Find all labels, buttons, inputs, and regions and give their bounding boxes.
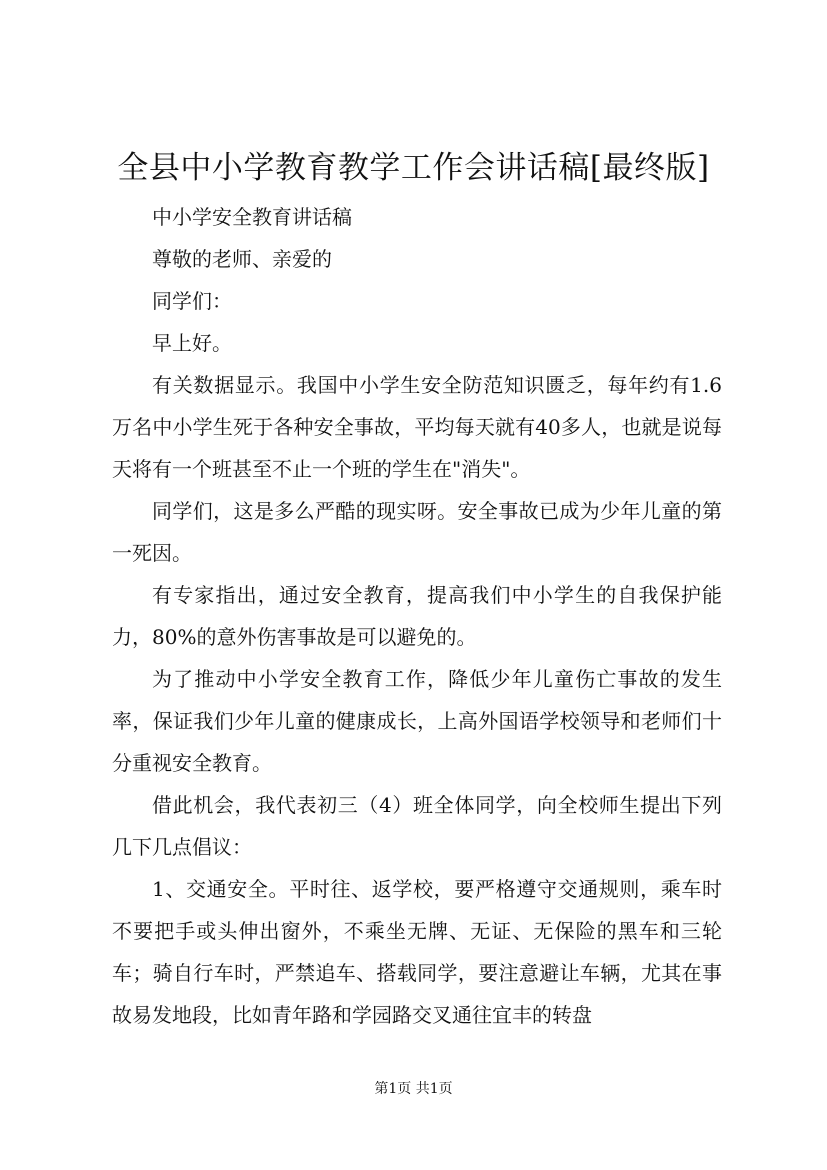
paragraph-subtitle: 中小学安全教育讲话稿 xyxy=(152,205,352,229)
paragraph: 有专家指出，通过安全教育，提高我们中小学生的自我保护能力，80%的意外伤害事故是可以避免的。 xyxy=(112,583,722,649)
document-title: 全县中小学教育教学工作会讲话稿[最终版] xyxy=(117,150,710,186)
paragraph: 借此机会，我代表初三（4）班全体同学，向全校师生提出下列几下几点倡议： xyxy=(112,793,722,859)
paragraph-greeting: 早上好。 xyxy=(152,331,232,355)
paragraph: 为了推动中小学安全教育工作，降低少年儿童伤亡事故的发生率，保证我们少年儿童的健康成长，上高外国语学校领导和老师们十分重视安全教育。 xyxy=(112,667,722,775)
paragraph: 有关数据显示。我国中小学生安全防范知识匮乏，每年约有1.6万名中小学生死于各种安全事故，平均每天就有40多人，也就是说每天将有一个班甚至不止一个班的学生在"消失"。 xyxy=(112,373,722,481)
paragraph-salutation: 尊敬的老师、亲爱的 xyxy=(152,247,332,271)
paragraph-salutation-cont: 同学们： xyxy=(152,289,232,313)
page-footer: 第1页 共1页 xyxy=(374,1081,453,1097)
paragraph: 1、交通安全。平时往、返学校，要严格遵守交通规则，乘车时不要把手或头伸出窗外，不乘坐无牌、无证、无保险的黑车和三轮车；骑自行车时，严禁追车、搭载同学，要注意避让车辆，尤其在事故易发地段，比如青年路和学园路交叉通往宜丰的转盘 xyxy=(112,877,722,1027)
document-body xyxy=(112,196,722,1036)
paragraph: 同学们，这是多么严酷的现实呀。安全事故已成为少年儿童的第一死因。 xyxy=(112,499,722,565)
